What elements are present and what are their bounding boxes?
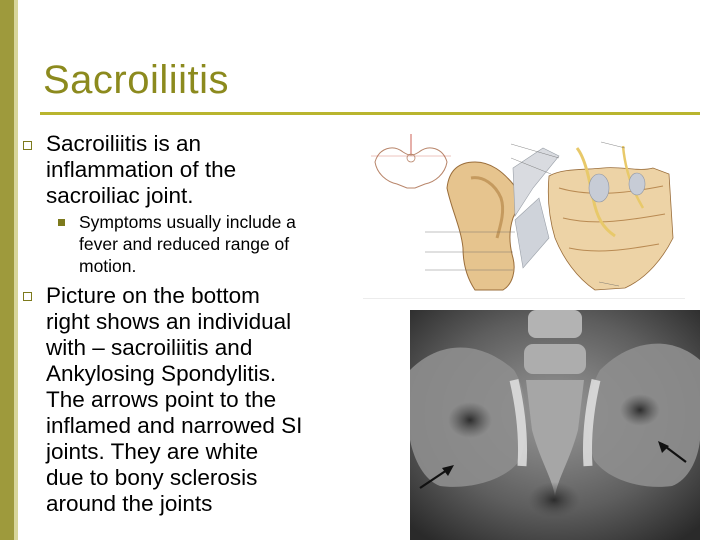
pelvis-xray-image [410, 310, 700, 540]
sidebar-accent-stripe [14, 0, 18, 540]
sub-bullet-line: fever and reduced range of [79, 234, 290, 254]
sub-bullet-line: motion. [79, 256, 137, 276]
bullet-2-line: inflamed and narrowed SI [46, 413, 303, 438]
bullet-1-text [46, 131, 376, 209]
bullet-1-line: Sacroiliitis is an [46, 131, 202, 156]
bullet-2-line: The arrows point to the [46, 387, 277, 412]
bullet-2-line: with – sacroiliitis and [46, 335, 253, 360]
bullet-1-line: inflammation of the [46, 157, 237, 182]
bullet-1-line: sacroiliac joint. [46, 183, 194, 208]
sacroiliac-anatomy-illustration [363, 128, 685, 299]
slide-title: Sacroiliitis [43, 58, 230, 102]
bullet-2-line: due to bony sclerosis [46, 465, 258, 490]
sub-bullet-text [79, 211, 379, 277]
bullet-2-line: around the joints [46, 491, 213, 516]
bullet-2-line: Ankylosing Spondylitis. [46, 361, 277, 386]
sub-bullet-icon [58, 219, 65, 226]
bullet-2-line: right shows an individual [46, 309, 292, 334]
sub-bullet-line: Symptoms usually include a [79, 212, 296, 232]
title-divider [40, 112, 700, 115]
bullet-2-line: Picture on the bottom [46, 283, 260, 308]
sidebar-accent-bar [0, 0, 14, 540]
bullet-2-line: joints. They are white [46, 439, 259, 464]
bullet-icon [23, 141, 32, 150]
bullet-icon [23, 292, 32, 301]
bullet-2-text [46, 283, 376, 517]
